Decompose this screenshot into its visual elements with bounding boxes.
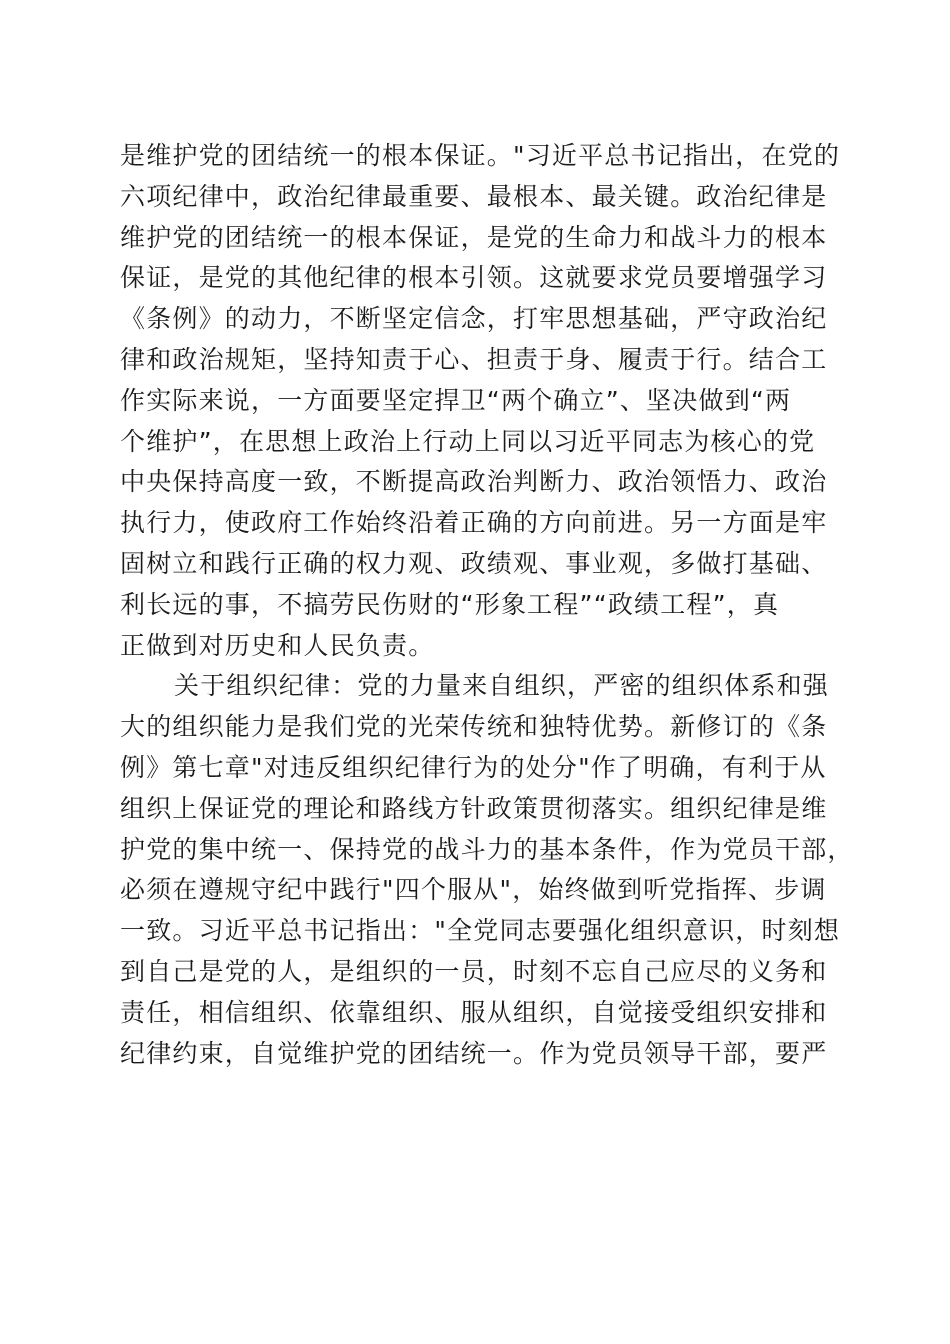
- text-line: 《条例》的动力，不断坚定信念，打牢思想基础，严守政治纪: [120, 304, 828, 334]
- text-line: 中央保持高度一致，不断提高政治判断力、政治领悟力、政治: [120, 467, 828, 497]
- text-line: 到自己是党的人，是组织的一员，时刻不忘自己应尽的义务和: [120, 956, 828, 986]
- text-line: 组织上保证党的理论和路线方针政策贯彻落实。组织纪律是维: [120, 793, 828, 823]
- text-line: 执行力，使政府工作始终沿着正确的方向前进。另一方面是牢: [120, 508, 828, 538]
- text-line: 律和政治规矩，坚持知责于心、担责于身、履责于行。结合工: [120, 344, 828, 374]
- text-line: 六项纪律中，政治纪律最重要、最根本、最关键。政治纪律是: [120, 181, 828, 211]
- text-line: 大的组织能力是我们党的光荣传统和独特优势。新修订的《条: [120, 712, 828, 742]
- text-line: 固树立和践行正确的权力观、政绩观、事业观，多做打基础、: [120, 548, 828, 578]
- text-line: 一致。习近平总书记指出："全党同志要强化组织意识，时刻想: [120, 916, 841, 946]
- text-line: 责任，相信组织、依靠组织、服从组织，自觉接受组织安排和: [120, 997, 828, 1027]
- text-line: 作实际来说，一方面要坚定捍卫“两个确立”、坚决做到“两: [120, 385, 792, 415]
- text-line: 利长远的事，不搞劳民伤财的“形象工程”“政绩工程”，真: [120, 589, 780, 619]
- text-line-indented: 关于组织纪律：党的力量来自组织，严密的组织体系和强: [174, 671, 830, 701]
- text-line: 正做到对历史和人民负责。: [120, 630, 435, 660]
- text-line: 个维护”，在思想上政治上行动上同以习近平同志为核心的党: [120, 426, 816, 456]
- paragraph-organizational-discipline: [120, 666, 854, 1074]
- paragraph-political-discipline: [120, 136, 841, 666]
- text-line: 是维护党的团结统一的根本保证。"习近平总书记指出，在党的: [120, 141, 841, 170]
- text-line: 维护党的团结统一的根本保证，是党的生命力和战斗力的根本: [120, 222, 828, 252]
- document-body: [120, 136, 854, 1074]
- text-line: 纪律约束，自觉维护党的团结统一。作为党员领导干部，要严: [120, 1038, 828, 1068]
- text-line: 护党的集中统一、保持党的战斗力的基本条件，作为党员干部，: [120, 834, 854, 864]
- text-line: 必须在遵规守纪中践行"四个服从"，始终做到听党指挥、步调: [120, 875, 827, 905]
- text-line: 保证，是党的其他纪律的根本引领。这就要求党员要增强学习: [120, 263, 828, 293]
- text-line: 例》第七章"对违反组织纪律行为的处分"作了明确，有利于从: [120, 752, 827, 782]
